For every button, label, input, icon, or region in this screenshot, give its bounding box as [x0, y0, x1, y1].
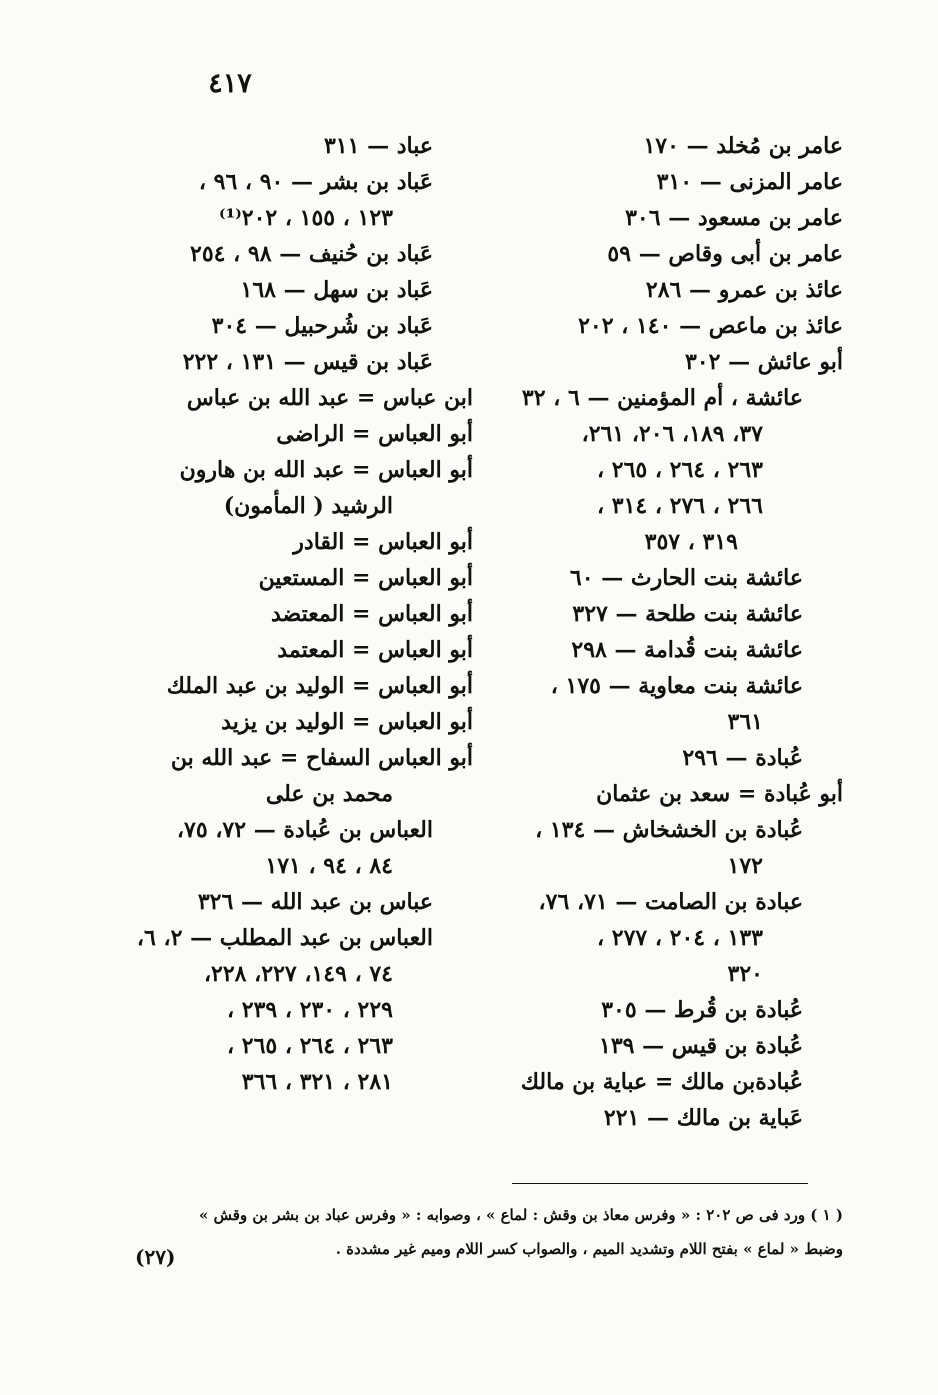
index-entry: أبو عُبادة = سعد بن عثمان: [596, 781, 843, 807]
index-entry: أبو العباس = المعتضد: [270, 601, 473, 627]
index-entry: عَباد بن شُرحبيل — ٣٠٤: [211, 313, 433, 339]
index-entry: عُبادة بن قيس — ١٣٩: [599, 1033, 803, 1059]
footnote-line: ( ١ ) ورد فى ص ٢٠٢ : « وفرس معاذ بن وقش : لماع » ، وصوابه : « وفرس عباد بن بشر بن وقش »: [199, 1206, 843, 1224]
page-number: ٤١٧: [208, 68, 252, 99]
index-entry: أبو العباس = القادر: [293, 529, 473, 555]
index-entry: ٣٢٠: [727, 961, 763, 987]
index-entry: عباس بن عبد الله — ٣٢٦: [197, 889, 433, 915]
index-entry: عائذ بن عمرو — ٢٨٦: [645, 277, 843, 303]
index-entry: ابن عباس = عبد الله بن عباس: [186, 385, 473, 411]
index-entry: أبو العباس = المعتمد: [277, 637, 473, 663]
index-entry: أبو العباس = الراضى: [276, 421, 473, 447]
index-entry: ١٧٢: [727, 853, 763, 879]
index-entry: عامر بن أبى وقاص — ٥٩: [607, 241, 843, 267]
index-entry: ١٢٣ ، ١٥٥ ، ٢٠٢⁽¹⁾: [219, 205, 393, 231]
index-entry: عَباية بن مالك — ٢٢١: [603, 1105, 803, 1131]
index-entry: ٢٦٣ ، ٢٦٤ ، ٢٦٥ ،: [227, 1033, 393, 1059]
index-entry: عامر بن مسعود — ٣٠٦: [625, 205, 843, 231]
index-entry: محمد بن على: [265, 781, 393, 807]
index-entry: ٣١٩ ، ٣٥٧: [644, 529, 738, 555]
index-entry: ١٣٣ ، ٢٠٤ ، ٢٧٧ ،: [597, 925, 763, 951]
index-entry: ٢٨١ ، ٣٢١ ، ٣٦٦: [241, 1069, 393, 1095]
index-entry: أبو العباس = الوليد بن يزيد: [221, 709, 473, 735]
index-entry: عامر بن مُخلد — ١٧٠: [643, 133, 843, 159]
footnote-divider: [512, 1183, 808, 1184]
index-entry: عُبادة — ٢٩٦: [682, 745, 803, 771]
index-entry: ٨٤ ، ٩٤ ، ١٧١: [265, 853, 393, 879]
index-entry: ٢٦٣ ، ٢٦٤ ، ٢٦٥ ،: [597, 457, 763, 483]
index-entry: العباس بن عُبادة — ٧٢، ٧٥،: [176, 817, 433, 843]
index-entry: عائشة بنت الحارث — ٦٠: [569, 565, 803, 591]
footnote: [123, 1198, 843, 1266]
index-entry: أبو العباس = عبد الله بن هارون: [179, 457, 473, 483]
footnote-line: وضبط « لماع » بفتح اللام وتشديد الميم ، والصواب كسر اللام وميم غير مشددة .: [335, 1240, 843, 1258]
index-entry: ٣٦١: [727, 709, 763, 735]
index-entry: الرشيد ( المأمون): [223, 493, 393, 519]
index-entry: أبو العباس = الوليد بن عبد الملك: [166, 673, 473, 699]
index-entry: عُبادة بن الخشخاش — ١٣٤ ،: [535, 817, 803, 843]
index-entry: عَباد بن بشر — ٩٠ ، ٩٦ ،: [198, 169, 433, 195]
index-entry: عامر المزنى — ٣١٠: [656, 169, 843, 195]
index-entry: عباد — ٣١١: [323, 133, 433, 159]
index-entry: عائشة بنت طلحة — ٣٢٧: [572, 601, 803, 627]
index-entry: أبو العباس السفاح = عبد الله بن: [170, 745, 473, 771]
index-entry: عائشة بنت معاوية — ١٧٥ ،: [550, 673, 803, 699]
index-entry: عُبادة بن قُرط — ٣٠٥: [601, 997, 803, 1023]
index-entry: ٧٤ ، ١٤٩، ٢٢٧، ٢٢٨،: [203, 961, 393, 987]
index-column-right: [513, 128, 843, 1136]
index-entry: عَباد بن حُنيف — ٩٨ ، ٢٥٤: [190, 241, 433, 267]
index-entry: عبادة بن الصامت — ٧١، ٧٦،: [538, 889, 803, 915]
index-entry: عَباد بن قيس — ١٣١ ، ٢٢٢: [182, 349, 433, 375]
index-entry: ٣٧، ١٨٩، ٢٠٦، ٢٦١،: [581, 421, 763, 447]
index-entry: عائذ بن ماعص — ١٤٠ ، ٢٠٢: [578, 313, 843, 339]
index-entry: ٢٦٦ ، ٢٧٦ ، ٣١٤ ،: [597, 493, 763, 519]
index-column-left: [136, 128, 473, 1100]
index-entry: عائشة ، أم المؤمنين — ٦ ، ٣٢: [521, 385, 803, 411]
index-entry: عَباد بن سهل — ١٦٨: [240, 277, 433, 303]
index-entry: أبو عائش — ٣٠٢: [684, 349, 843, 375]
index-entry: عُبادةبن مالك = عباية بن مالك: [520, 1069, 803, 1095]
index-entry: أبو العباس = المستعين: [258, 565, 473, 591]
index-entry: عائشة بنت قُدامة — ٢٩٨: [571, 637, 803, 663]
signature-mark: (٢٧): [135, 1245, 176, 1269]
index-entry: ٢٢٩ ، ٢٣٠ ، ٢٣٩ ،: [227, 997, 393, 1023]
index-entry: العباس بن عبد المطلب — ٢، ٦،: [136, 925, 433, 951]
